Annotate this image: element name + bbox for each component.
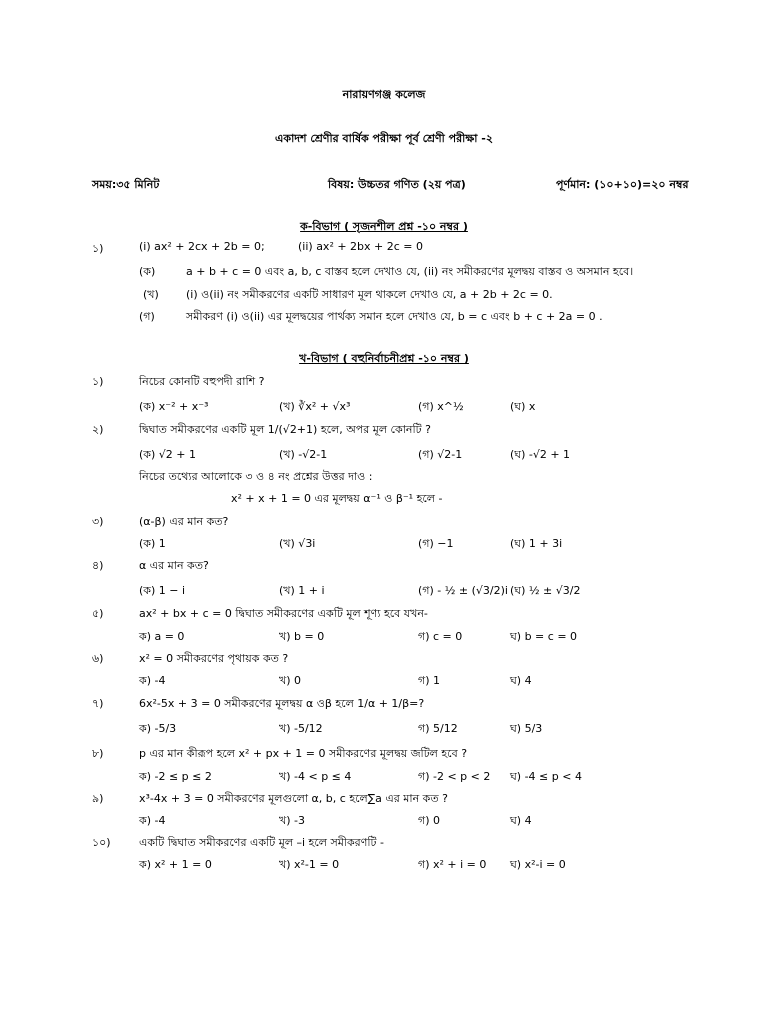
info-equation: x² + x + 1 = 0 এর মূলদ্বয় α⁻¹ ও β⁻¹ হলে - [231,492,443,505]
question-text: দ্বিঘাত সমীকরণের একটি মূল 1/(√2+1) হলে, অপর মূল কোনটি ? [139,423,431,436]
option-a: (ক) 1 [139,537,166,550]
option-c: (গ) −1 [418,537,454,550]
equation-two: (ii) ax² + 2bx + 2c = 0 [298,240,424,253]
option-b: খ) b = 0 [279,630,325,643]
option-a: ক) -4 [139,674,166,687]
question-number: ৫) [92,607,104,620]
question-text: নিচের কোনটি বহুপদী রাশি ? [139,375,265,388]
part-label: (গ) [139,310,155,323]
option-b: খ) -5/12 [279,722,323,735]
part-text: (i) ও(ii) নং সমীকরণের একটি সাধারণ মূল থাকলে দেখাও যে, a + 2b + 2c = 0. [186,288,553,301]
option-c: (গ) √2-1 [418,448,463,461]
question-text: x² = 0 সমীকরণের পৃথায়ক কত ? [139,652,289,665]
question-number: ৮) [92,747,104,760]
option-b: (খ) 1 + i [279,584,325,597]
option-d: ঘ) 4 [510,814,532,827]
option-c: গ) -2 < p < 2 [418,770,491,783]
info-note: নিচের তথ্যের আলোকে ৩ ও ৪ নং প্রশ্নের উত্তর দাও : [139,470,373,483]
exam-marks: পূর্ণমান: (১০+১০)=২০ নম্বর [556,178,689,191]
option-d: (ঘ) -√2 + 1 [510,448,571,461]
option-a: (ক) 1 − i [139,584,186,597]
equation-one: (i) ax² + 2cx + 2b = 0; [139,240,265,253]
exam-title: একাদশ শ্রেণীর বার্ষিক পরীক্ষা পূর্ব শ্রেণী পরীক্ষা -২ [275,132,493,145]
option-c: গ) 0 [418,814,440,827]
question-text: x³-4x + 3 = 0 সমীকরণের মূলগুলো α, b, c হলে∑a এর মান কত ? [139,792,448,805]
section-b-title: খ-বিভাগ ( বহুনির্বাচনীপ্রশ্ন -১০ নম্বর ) [299,352,469,365]
option-b: খ) -4 < p ≤ 4 [279,770,352,783]
part-label: (ক) [139,265,156,278]
question-number: ৩) [92,515,104,528]
part-text: a + b + c = 0 এবং a, b, c বাস্তব হলে দেখাও যে, (ii) নং সমীকরণের মূলদ্বয় বাস্তব ও অসমান হবে। [186,265,634,278]
question-text: একটি দ্বিঘাত সমীকরণের একটি মূল –i হলে সমীকরণটি - [139,836,384,849]
question-text: α এর মান কত? [139,559,209,572]
option-d: (ঘ) 1 + 3i [510,537,563,550]
option-d: ঘ) 4 [510,674,532,687]
question-text: ax² + bx + c = 0 দ্বিঘাত সমীকরণের একটি মূল শূণ্য হবে যখন- [139,607,428,620]
option-b: খ) x²-1 = 0 [279,858,340,871]
part-label: (খ) [143,288,159,301]
option-c: গ) c = 0 [418,630,463,643]
option-a: ক) a = 0 [139,630,185,643]
option-d: ঘ) 5/3 [510,722,543,735]
part-text: সমীকরণ (i) ও(ii) এর মূলদ্বয়ের পার্থক্য সমান হলে দেখাও যে, b = c এবং b + c + 2a = 0 . [186,310,603,323]
option-b: (খ) -√2-1 [279,448,328,461]
option-d: ঘ) -4 ≤ p < 4 [510,770,582,783]
question-number: ৭) [92,697,104,710]
exam-time: সময়:৩৫ মিনিট [92,178,160,191]
option-c: (গ) x^½ [418,400,464,413]
option-d: (ঘ) x [510,400,536,413]
option-a: ক) -4 [139,814,166,827]
option-c: গ) 5/12 [418,722,458,735]
question-text: (α-β) এর মান কত? [139,515,229,528]
option-d: ঘ) b = c = 0 [510,630,578,643]
option-c: গ) 1 [418,674,440,687]
option-a: ক) -2 ≤ p ≤ 2 [139,770,212,783]
question-number: ১০) [92,836,111,849]
question-text: 6x²-5x + 3 = 0 সমীকরণের মূলদ্বয় α ওβ হলে 1/α + 1/β=? [139,697,425,710]
option-c: (গ) - ½ ± (√3/2)i [418,584,508,597]
option-d: (ঘ) ½ ± √3/2 [510,584,581,597]
option-d: ঘ) x²-i = 0 [510,858,566,871]
question-number: ৪) [92,559,104,572]
question-number: ৬) [92,652,104,665]
question-number: ৯) [92,792,104,805]
option-b: (খ) ∛x² + √x³ [279,400,351,413]
question-number: ২) [92,423,104,436]
question-number: ১) [92,375,104,388]
option-a: (ক) x⁻² + x⁻³ [139,400,209,413]
section-a-title: ক-বিভাগ ( সৃজনশীল প্রশ্ন -১০ নম্বর ) [300,220,468,233]
option-a: ক) x² + 1 = 0 [139,858,212,871]
option-c: গ) x² + i = 0 [418,858,487,871]
option-b: খ) -3 [279,814,305,827]
option-b: (খ) √3i [279,537,316,550]
question-number: ১) [92,242,104,255]
option-a: (ক) √2 + 1 [139,448,196,461]
question-text: p এর মান কীরূপ হলে x² + px + 1 = 0 সমীকরণের মূলদ্বয় জটিল হবে ? [139,747,468,760]
college-name: নারায়ণগঞ্জ কলেজ [342,88,426,101]
exam-subject: বিষয়: উচ্চতর গণিত (২য় পত্র) [328,178,466,191]
option-a: ক) -5/3 [139,722,177,735]
option-b: খ) 0 [279,674,302,687]
